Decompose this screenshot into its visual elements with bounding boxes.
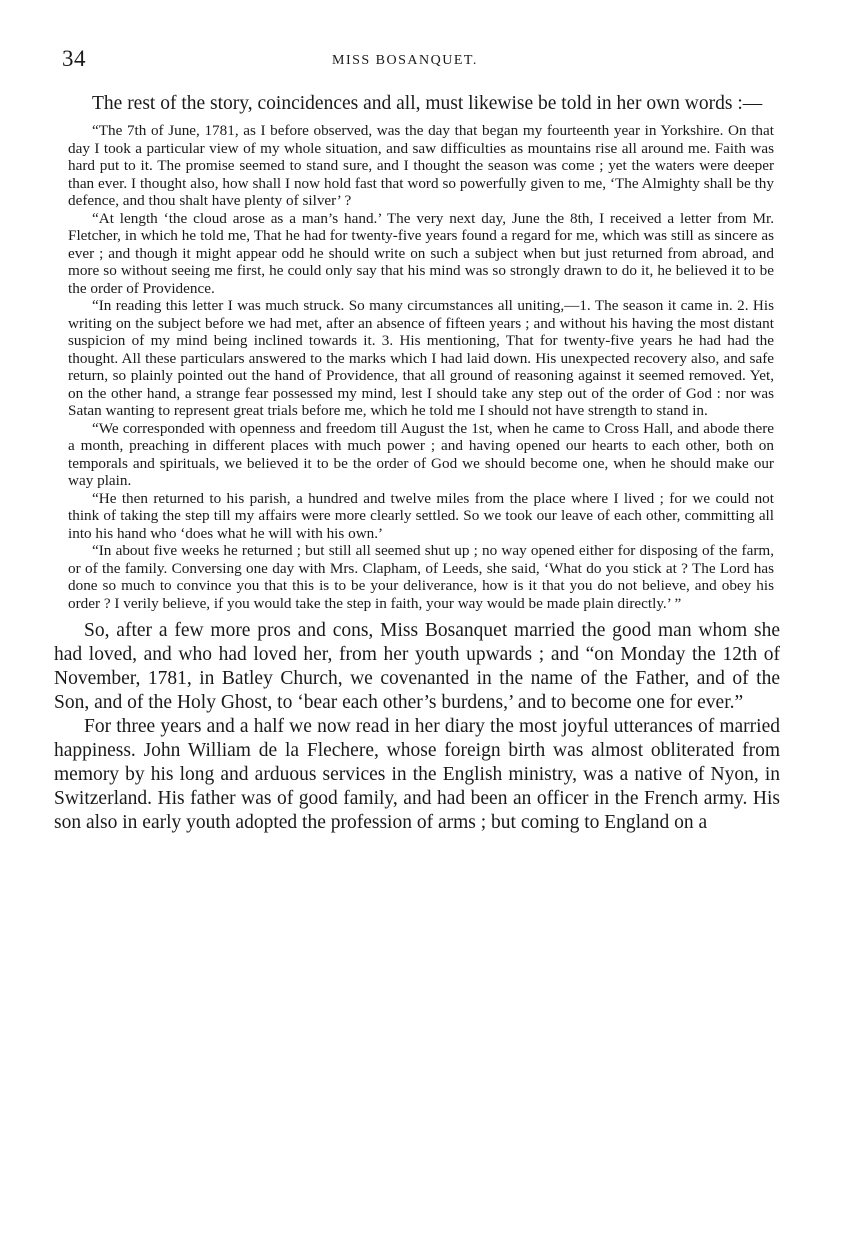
page-body <box>54 92 780 835</box>
final-paragraph: For three years and a half we now read in her diary the most joyful utterances of married happiness. John William de la Flechere, whose foreign birth was almost obliterated from memory by his long and arduous services in the English ministry, was a native of Nyon, in Switzerland. His father was of good family, and had been an officer in the French army. His son also in early youth adopted the profession of arms ; but coming to England on a <box>54 716 780 833</box>
quote-paragraph-3: “In reading this letter I was much struck. So many circumstances all uniting,—1. The season it came in. 2. His writing on the subject before we had met, after an absence of fifteen years ; and without his having the most distant suspicion of my mind being inclined towards it. 3. His mentioning, That for twenty-five years he had had the thought. All these particulars answered to the marks which I had laid down. His unexpected recovery also, and safe return, so plainly pointed out the hand of Providence, that all ground of reasoning against it seemed removed. Yet, on the other hand, a strange fear possessed my mind, lest I should take any step out of the order of God : nor was Satan wanting to represent great trials before me, which he told me I should not have strength to stand in. <box>68 297 774 419</box>
quote-paragraph-2: “At length ‘the cloud arose as a man’s hand.’ The very next day, June the 8th, I received a letter from Mr. Fletcher, in which he told me, That he had for twenty-five years found a regard for me, which was still as sincere as ever ; and though it might appear odd he should write on such a subject when but just returned from abroad, and more so without seeing me first, he could only say that his mind was so strongly drawn to do it, he believed it to be the order of Providence. <box>68 209 774 297</box>
running-title: MISS BOSANQUET. <box>332 53 478 68</box>
page-header <box>62 46 782 76</box>
quoted-diary-block <box>62 122 780 612</box>
quote-paragraph-1: “The 7th of June, 1781, as I before observed, was the day that began my fourteenth year in Yorkshire. On that day I took a particular view of my whole situation, and saw difficulties as mountains rise all around me. Faith was hard put to it. The promise seemed to stand sure, and I thought the season was come ; yet the waters were deeper than ever. I thought also, how shall I now hold fast that word so powerfully given to me, ‘The Almighty shall be thy defence, and thou shalt have plenty of silver’ ? <box>68 122 774 209</box>
marriage-paragraph: So, after a few more pros and cons, Miss Bosanquet married the good man whom she had loved, and who had loved her, from her youth upwards ; and “on Monday the 12th of November, 1781, in Batley Church, we covenanted in the name of the Father, and of the Son, and of the Holy Ghost, to ‘bear each other’s burdens,’ and to become one for ever.” <box>54 620 780 713</box>
page-number: 34 <box>62 46 86 71</box>
quote-paragraph-5: “He then returned to his parish, a hundred and twelve miles from the place where I lived ; for we could not think of taking the step till my affairs were more clearly settled. So we took our leave of each other, committing all into his hand who ‘does what he will with his own.’ <box>68 489 774 542</box>
quote-paragraph-6: “In about five weeks he returned ; but still all seemed shut up ; no way opened either for disposing of the farm, or of the family. Conversing one day with Mrs. Clapham, of Leeds, she said, ‘What do you stick at ? The Lord has done so much to convince you that this is to be your deliverance, how is it that you do not believe, and obey his order ? I verily believe, if you would take the step in faith, your way would be made plain directly.’ ” <box>68 542 774 612</box>
intro-paragraph: The rest of the story, coincidences and all, must likewise be told in her own words :— <box>92 93 763 114</box>
quote-paragraph-4: “We corresponded with openness and freedom till August the 1st, when he came to Cross Hall, and abode there a month, preaching in different places with much power ; and having opened our hearts to each other, both on temporals and spirituals, we believed it to be the order of God we should become one, when he should make our way plain. <box>68 419 774 489</box>
